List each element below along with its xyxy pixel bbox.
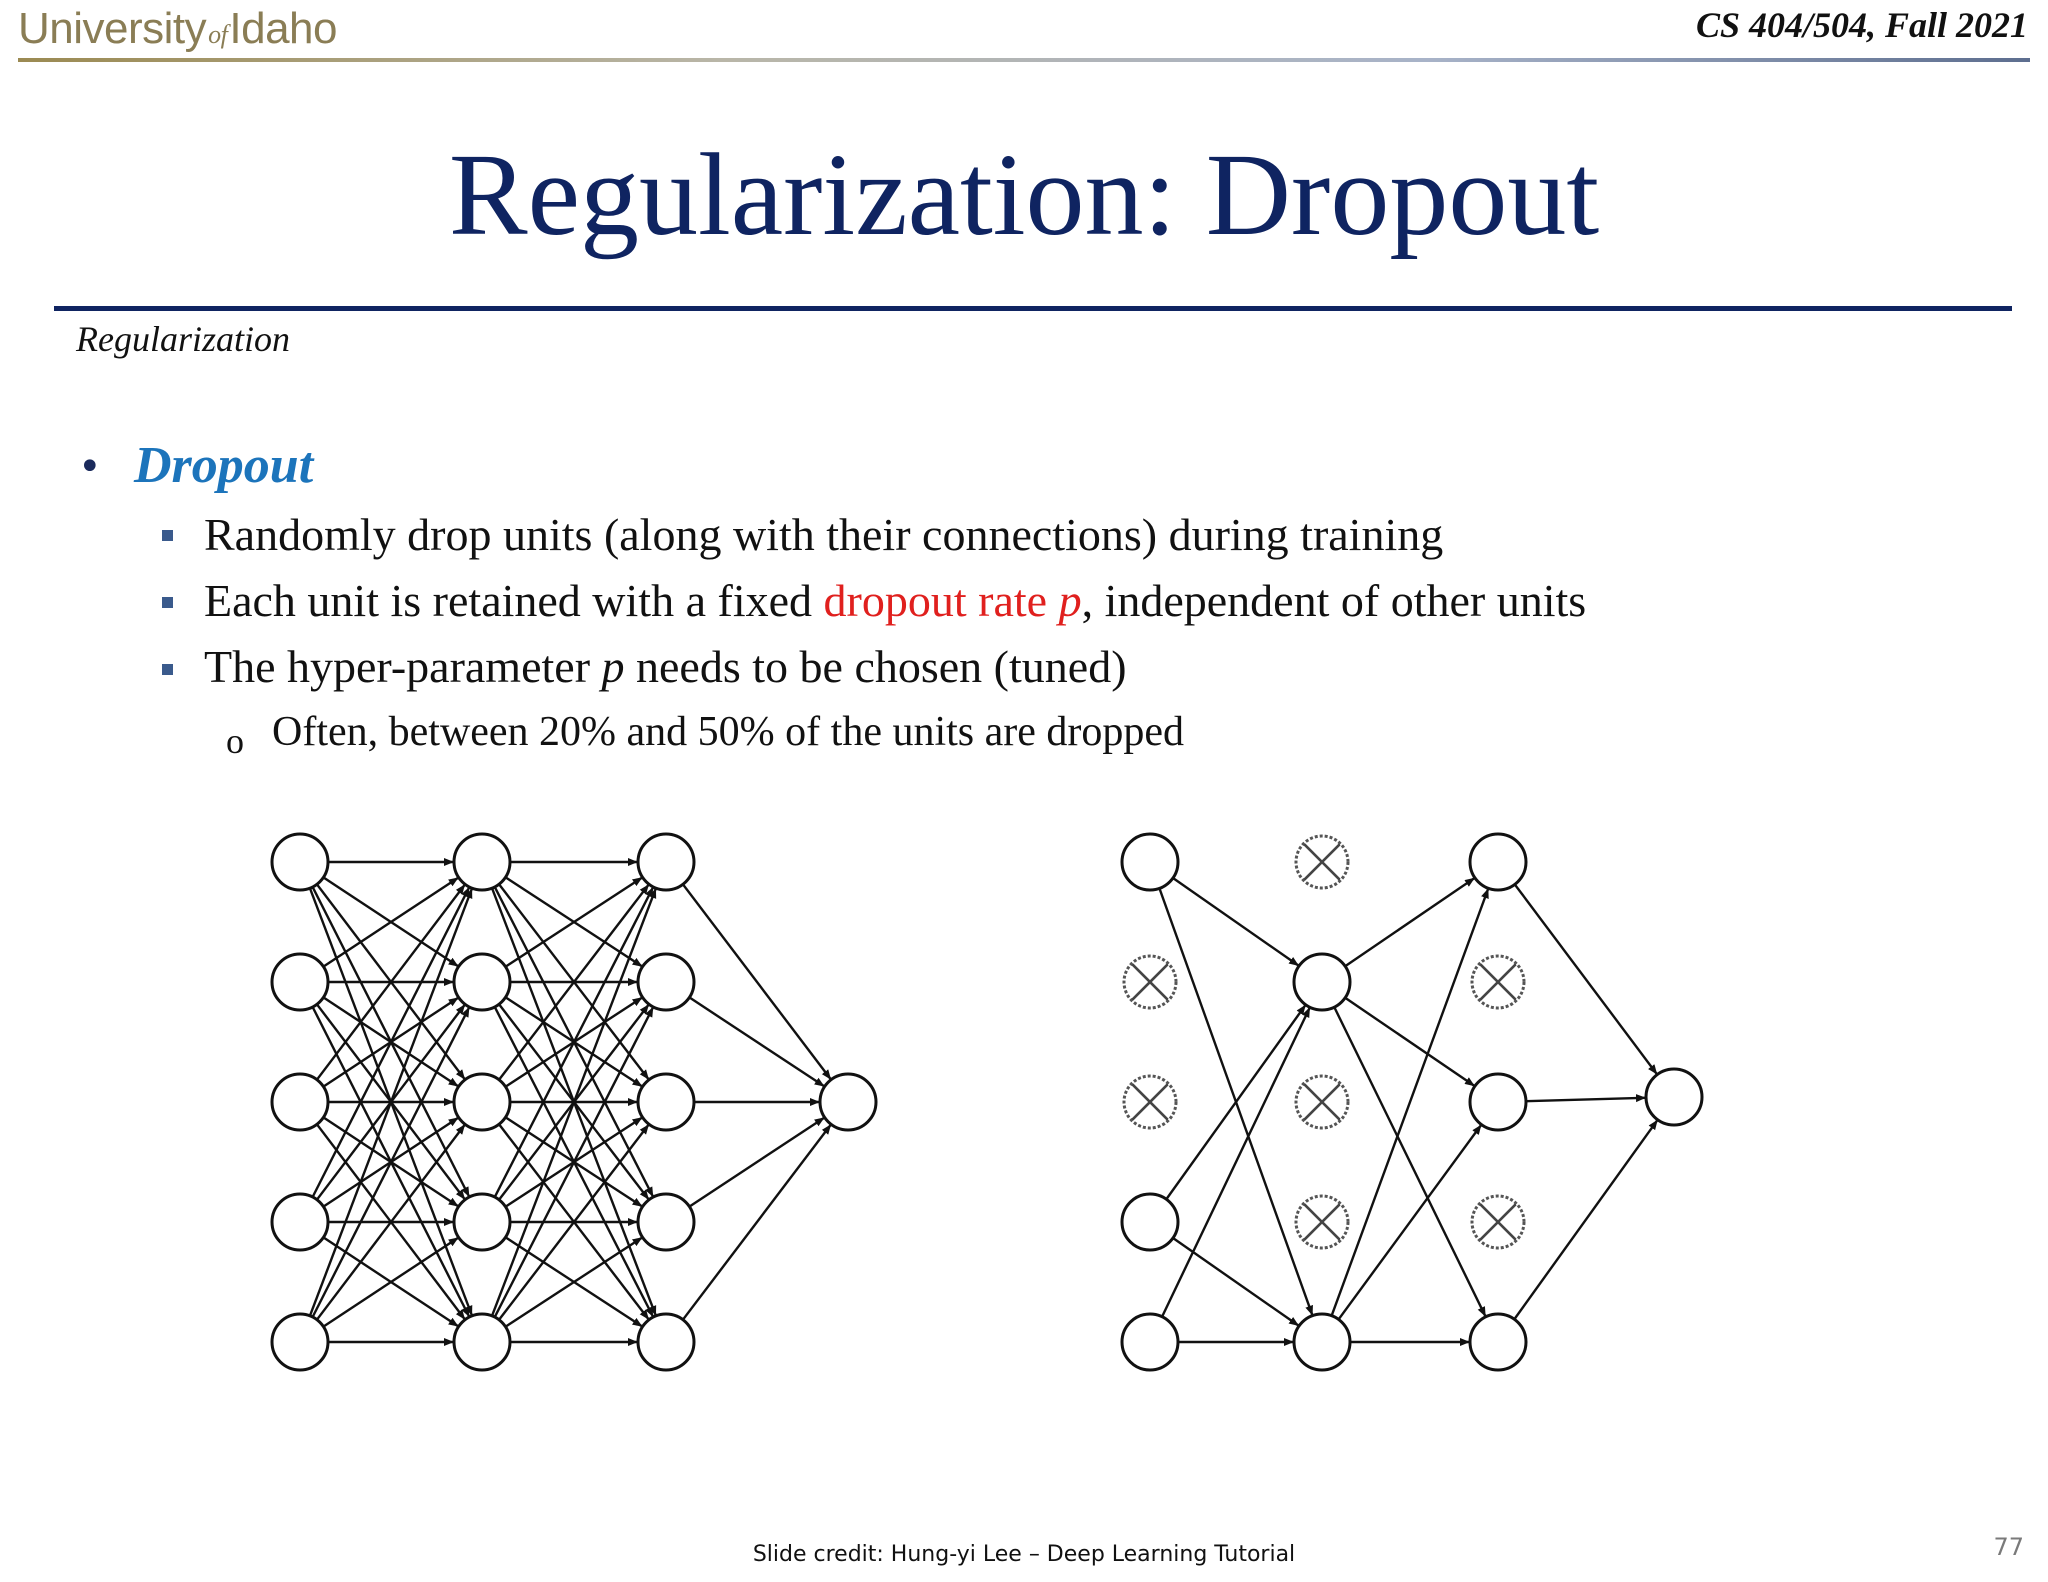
bullet-dropout-heading: Dropout	[134, 437, 314, 494]
connection-arrow	[1526, 1098, 1645, 1101]
connection-arrow	[1345, 998, 1474, 1086]
slide-title: Regularization: Dropout	[448, 129, 1600, 260]
full-network-edges	[310, 862, 831, 1342]
bullet-item-2-post: , independent of other units	[1081, 575, 1587, 626]
neuron-node	[1294, 1314, 1350, 1370]
connection-arrow	[1173, 878, 1298, 965]
neuron-node	[820, 1074, 876, 1130]
neuron-node	[272, 1194, 328, 1250]
neuron-node	[1122, 1194, 1178, 1250]
dropout-rate-symbol: p	[1058, 575, 1082, 626]
section-label: Regularization	[76, 319, 290, 359]
connection-arrow	[683, 884, 831, 1079]
connection-arrow	[1514, 1121, 1657, 1320]
course-label: CS 404/504, Fall 2021	[1695, 5, 2028, 45]
neuron-node	[638, 1074, 694, 1130]
connection-arrow	[1166, 1006, 1305, 1200]
connection-arrow	[1334, 1007, 1485, 1316]
neuron-node	[454, 1074, 510, 1130]
neuron-node	[272, 954, 328, 1010]
connection-arrow	[1345, 878, 1474, 966]
slide-credit: Slide credit: Hung-yi Lee – Deep Learning Tutorial	[752, 1542, 1296, 1567]
bullet-item-3-pre: The hyper-parameter	[204, 641, 602, 692]
bullet-item-3-post: needs to be chosen (tuned)	[624, 641, 1127, 692]
connection-arrow	[1332, 889, 1488, 1315]
thinned-network-edges	[1159, 878, 1657, 1342]
logo-idaho: Idaho	[229, 4, 337, 53]
neuron-node	[638, 1194, 694, 1250]
bullet-item-1: Randomly drop units (along with their connections) during training	[204, 509, 1444, 560]
connection-arrow	[1173, 1238, 1298, 1325]
connection-arrow	[1162, 1008, 1309, 1317]
neuron-node	[638, 834, 694, 890]
thinned-network-nodes	[1122, 834, 1702, 1370]
neuron-node	[272, 1314, 328, 1370]
connection-arrow	[683, 1125, 831, 1320]
neuron-node	[1470, 1074, 1526, 1130]
neuron-node	[1646, 1069, 1702, 1125]
neuron-node	[638, 954, 694, 1010]
neuron-node	[1470, 834, 1526, 890]
bullet-dot-icon: •	[78, 444, 102, 490]
dropout-rate-highlight: dropout rate	[823, 575, 1059, 626]
connection-arrow	[1339, 1125, 1481, 1319]
page-number: 77	[1993, 1533, 2024, 1561]
neuron-node	[454, 834, 510, 890]
bullet-item-2-pre: Each unit is retained with a fixed	[204, 575, 824, 626]
neuron-node	[272, 834, 328, 890]
neuron-node	[1122, 834, 1178, 890]
hyperparameter-symbol: p	[601, 641, 625, 692]
neuron-node	[1122, 1314, 1178, 1370]
neuron-node	[454, 1314, 510, 1370]
sub-bullet-item-1: Often, between 20% and 50% of the units are dropped	[272, 709, 1185, 755]
neuron-node	[1294, 954, 1350, 1010]
neuron-node	[638, 1314, 694, 1370]
neuron-node	[454, 1194, 510, 1250]
logo-of: of	[208, 20, 228, 49]
neuron-node	[454, 954, 510, 1010]
hollow-circle-bullet-icon: o	[226, 721, 244, 761]
neuron-node	[1470, 1314, 1526, 1370]
connection-arrow	[1515, 884, 1657, 1073]
neuron-node	[272, 1074, 328, 1130]
logo-university: University	[18, 4, 207, 53]
